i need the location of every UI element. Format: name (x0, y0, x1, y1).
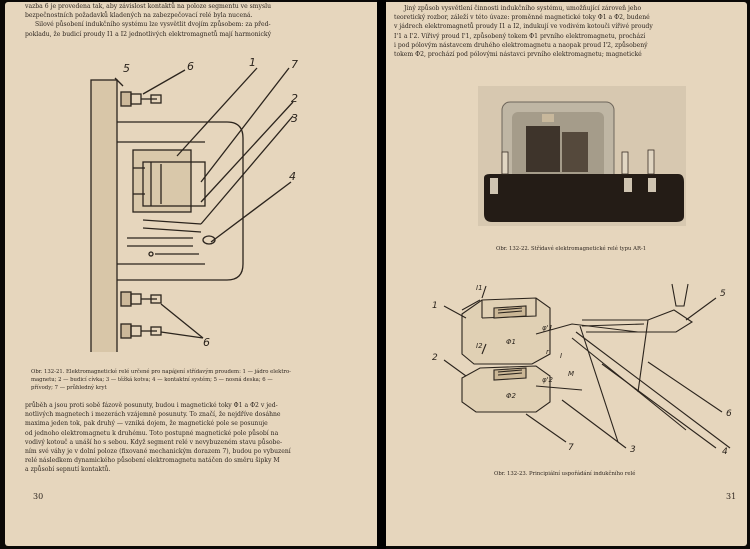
text-line: teoretický rozbor, záleží v této úvaze: proměnné magnetické toky Φ1 a Φ2, budené (394, 14, 650, 22)
left-top-text (25, 2, 361, 39)
text-line: maxima jeden tok, pak druhý — vzniká dojem, že magnetické pole se posunuje (25, 420, 268, 428)
left-page (5, 2, 377, 546)
text-line: průběh a jsou proti sobě fázově posunuty, budou i magnetické toky Φ1 a Φ2 v jed- (25, 402, 278, 409)
figure-label: 5 (720, 289, 726, 299)
text-line: relé následkem dynamického působení elektromagnetu natáčen do směru šipky M (25, 457, 280, 465)
diagram-caption: Obr. 132-23. Principiální uspořádání indukčního relé (494, 471, 636, 477)
right-top-text (394, 4, 740, 59)
caption-line: přívody; 7 — průhledný kryt (31, 385, 107, 391)
figure-symbol: M (568, 370, 575, 378)
text-line: tokem Φ2, prochází pod pólovými nástavci prvního elektromagnetu; magnetické (394, 51, 642, 59)
figure-label: 6 (187, 60, 194, 73)
left-figure-caption (31, 368, 361, 392)
figure-label: 5 (123, 62, 130, 75)
induction-relay-diagram (386, 272, 747, 458)
left-body-text (25, 401, 361, 475)
figure-label: 1 (249, 56, 256, 69)
caption-line: magnetu; 2 — budicí cívka; 3 — těžká kotva; 4 — kontaktní systém; 5 — nosná deska; 6 — (31, 377, 273, 383)
text-line: Jiný způsob vysvětlení činnosti indukčního systému, umožňující zároveň jeho (404, 5, 642, 12)
figure-symbol: φ'2 (542, 376, 553, 384)
text-line: ním své váhy je v dolní poloze (fixované mechanickým dorazem 7), budou po vybuzení (25, 448, 291, 456)
text-line: Silové působení indukčního systému lze vysvětlit dvojím způsobem: za před- (35, 21, 271, 29)
figure-symbol: Φ1 (506, 338, 516, 346)
text-line: pokladu, že budicí proudy I1 a I2 jednotlivých elektromagnetů mají harmonický (25, 30, 272, 38)
text-line: od jednoho elektromagnetu k druhému. Toto postupné magnetické pole působí na (25, 429, 279, 437)
figure-label: 2 (432, 353, 438, 363)
figure-symbol: I1 (476, 284, 483, 292)
figure-symbol: Φ2 (506, 392, 516, 400)
text-line: vazba 6 je provedena tak, aby závislost kontaktů na poloze segmentu ve smyslu (25, 3, 271, 10)
figure-symbol: I2 (476, 342, 483, 350)
figure-label: 7 (568, 443, 574, 453)
text-line: v jádrech elektromagnetů proudy I1 a I2, indukují ve vodivém kotouči vířivé proudy (394, 23, 653, 31)
relay-photo (478, 86, 686, 226)
figure-label: 3 (291, 112, 298, 125)
figure-label: 1 (432, 301, 438, 311)
figure-symbol: r (546, 348, 549, 356)
text-line: bezpečnostních požadavků kladených na zabezpečovací relé byla nucená. (25, 12, 253, 20)
page-number: 31 (726, 492, 737, 501)
text-line: I'1 a I'2. Vířivý proud I'1, způsobený tokem Φ1 prvního elektromagnetu, prochází (394, 32, 646, 40)
figure-symbol: I (560, 352, 563, 360)
figure-label: 2 (291, 92, 298, 105)
text-line: a způsobí sepnutí kontaktů. (25, 466, 111, 474)
relay-cross-section-figure (5, 52, 377, 352)
figure-symbol: φ'1 (542, 324, 553, 332)
page-number: 30 (33, 492, 44, 501)
book-gutter (377, 0, 386, 549)
figure-label: 7 (291, 58, 298, 71)
figure-label: 4 (289, 170, 296, 183)
photo-caption: Obr. 132-22. Střídavé elektromagnetické relé typu AR-1 (496, 246, 647, 252)
text-line: vodivý kotouč a unáší ho s sebou. Když segment relé v nevybuzeném stavu působe- (25, 438, 283, 446)
figure-label: 3 (630, 445, 636, 455)
figure-label: 6 (726, 409, 732, 419)
figure-label: 6 (203, 336, 210, 349)
text-line: notlivých magnetech i mezerách vzájemně posunuty. To značí, že nejdříve dosáhne (25, 411, 281, 419)
right-page (386, 2, 747, 546)
caption-line: Obr. 132-21. Elektromagnetické relé určené pro napájení střídavým proudem: 1 — jádro elektro- (31, 369, 291, 375)
figure-label: 4 (722, 447, 728, 457)
text-line: i pod pólovým nástavcem druhého elektromagnetu a naopak proud I'2, způsobený (394, 41, 648, 49)
